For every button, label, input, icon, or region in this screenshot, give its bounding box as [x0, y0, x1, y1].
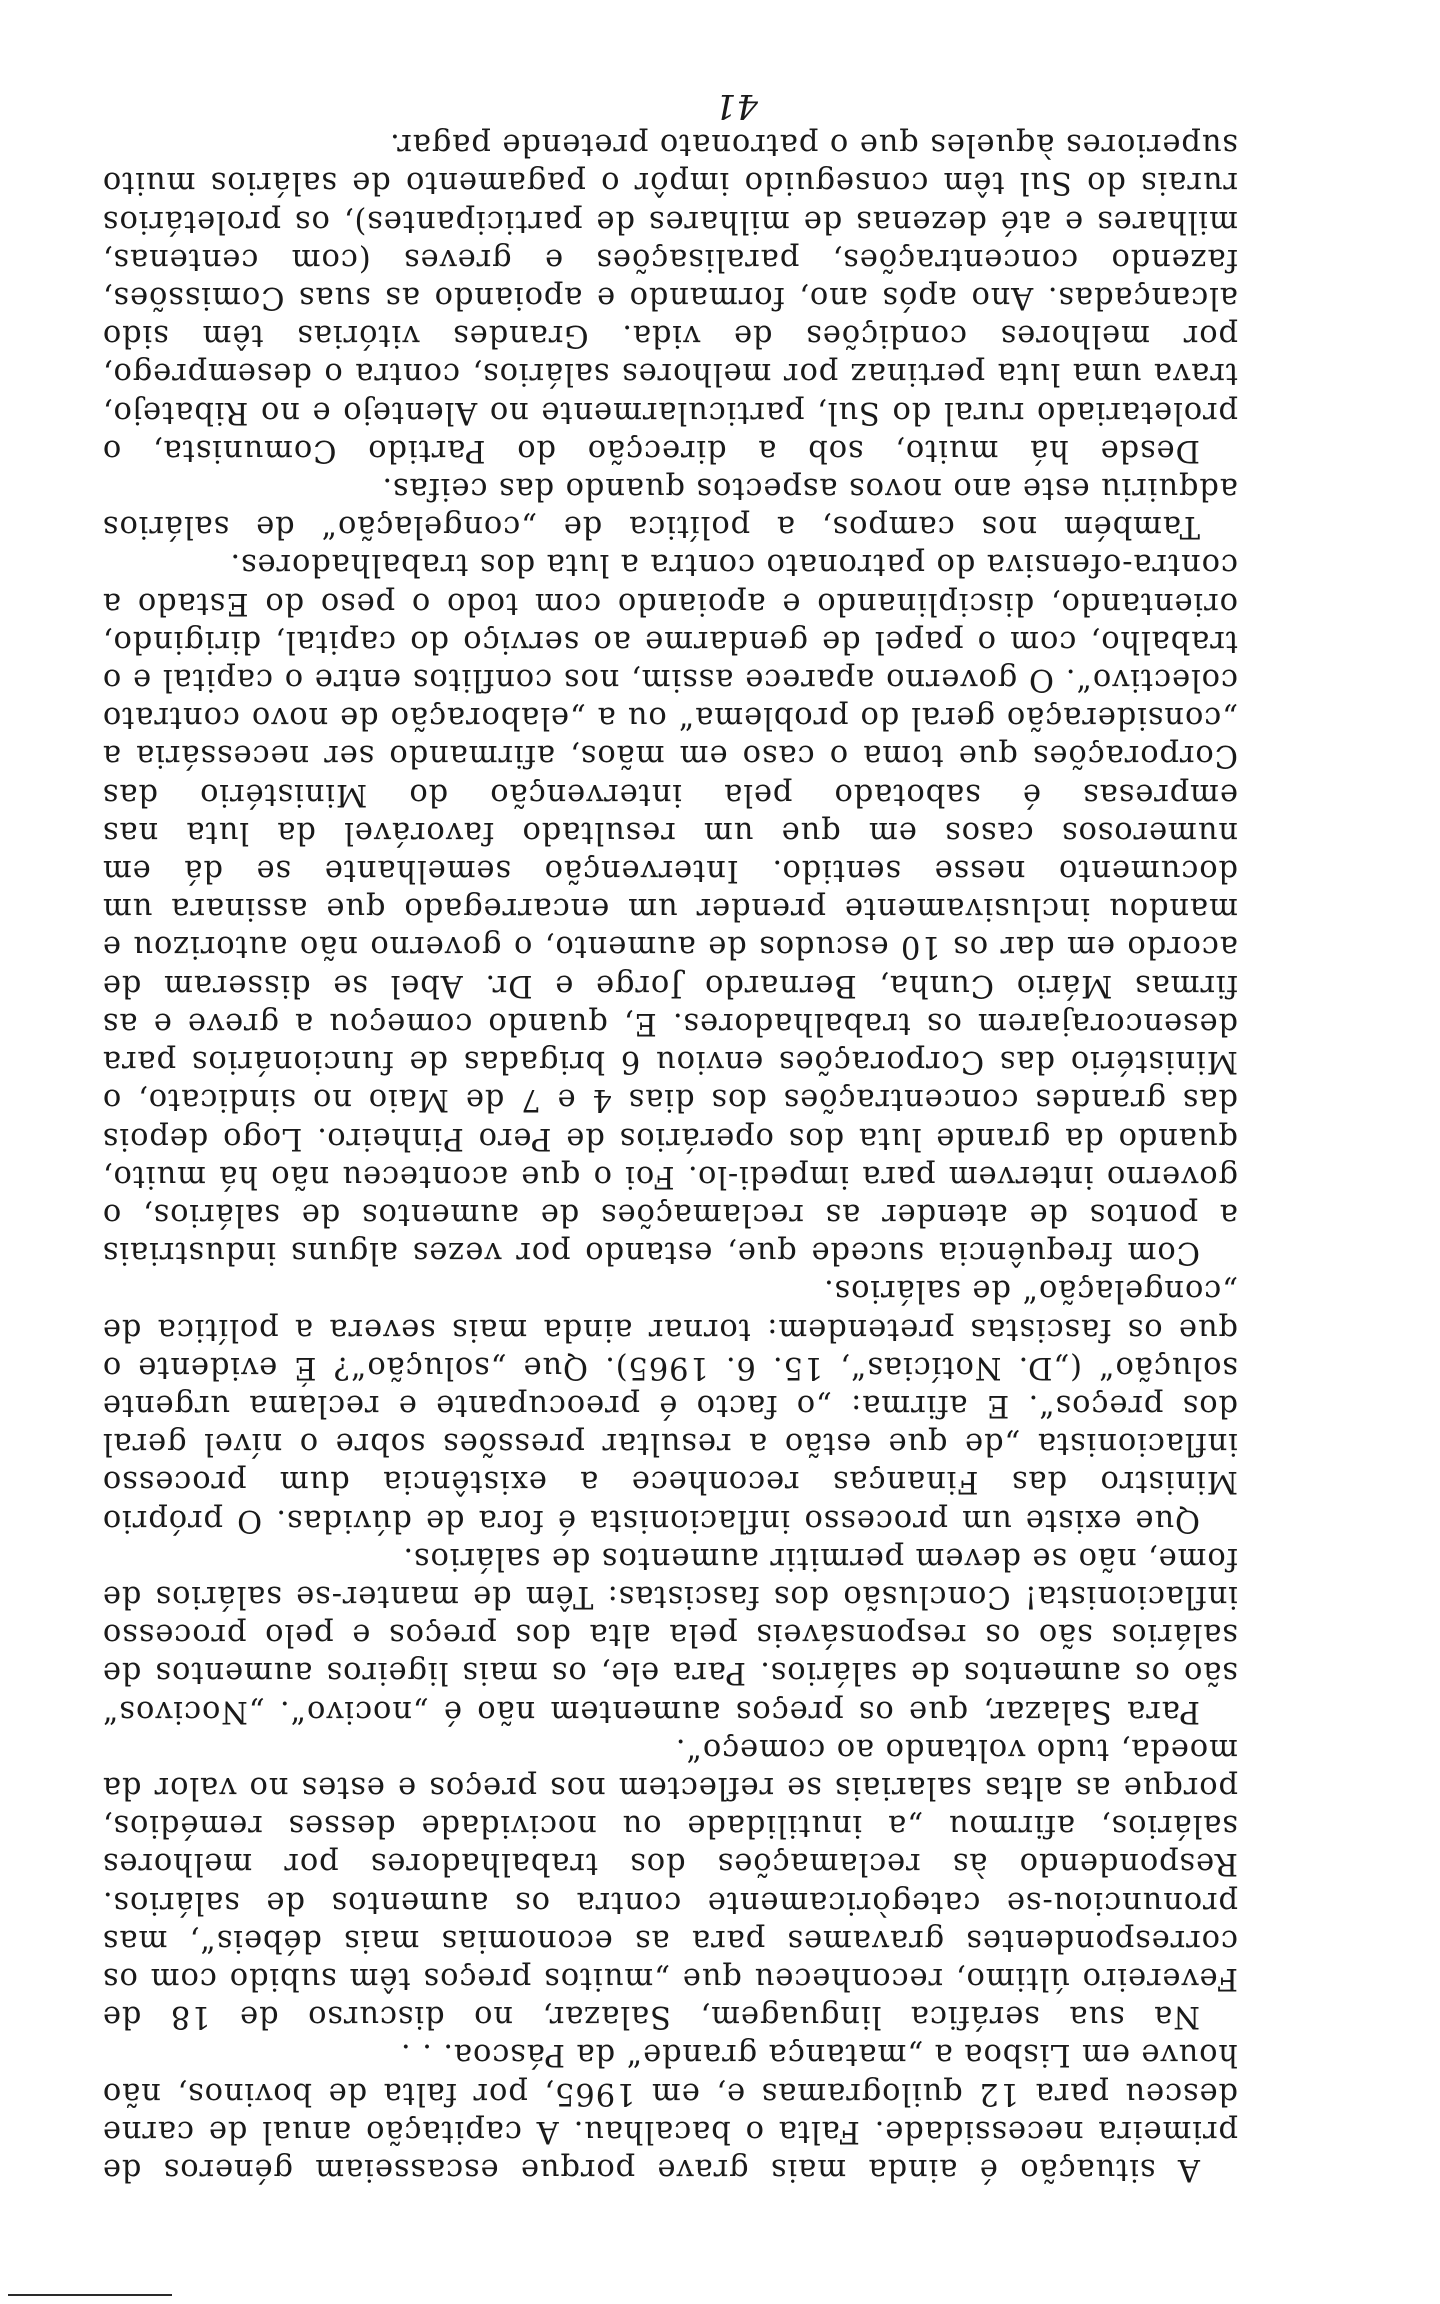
paragraph: Com frequência sucede que, estando por vezes alguns industriais a pontos de atender as reclamações de aumentos de salários, o governo intervem para impedi-lo. Foi o que aconteceu não há muito, quando da grande luta dos operários de Pero Pinheiro. Logo depois das grandes concentrações dos dias 4 e 7 de Maio no sindicato, o Ministério das Corporações enviou 6 brigadas de funcionários para desencorajarem os trabalhadores. E, quando começou a greve e as firmas Mário Cunha, Bernardo Jorge e Dr. Abel se disseram de acordo em dar os 10 escudos de aumento, o governo não autorizou e mandou inclusivamente prender um encarregado que assinara um documento nesse sentido. Intervenção semelhante se dá em numerosos casos em que um resultado favorável da luta nas empresas é sabotado pela intervenção do Ministério das Corporações que toma o caso em mãos, afirmando ser necessária a „consideração geral do problema“ ou a „elaboração de novo contrato colectivo“. O governo aparece assim, nos conflitos entre o capital e o trabalho, com o papel de gendarme ao serviço do capital, dirigindo, orientando, disciplinando e apoiando com todo o peso do Estado a contra-ofensiva do patronato contra a luta dos trabalhadores. [102, 547, 1238, 1271]
paragraph: Também nos campos, a política de „congelação“ de salários adquiriu este ano novos aspectos quando das ceifas. [102, 471, 1238, 545]
paragraph: Que existe um processo inflacionista é fora de dúvidas. O próprio Ministro das Finanças reconhece a existência dum processo inflacionista „de que estão a resultar pressões sobre o nível geral dos preços“. E afirma: „o facto é preocupante e reclama urgente solução“ („D. Notícias“, 15. 6. 1965). Que „solução“? É evidente o que os fascistas pretendem: tornar ainda mais severa a política de „congelação“ de salários. [102, 1273, 1238, 1538]
body-text [102, 125, 1238, 2188]
page-number: 41 [714, 86, 758, 126]
paragraph: A situação é ainda mais grave porque escasseiam géneros de primeira necessidade. Falta o bacalhau. A capitação anual de carne desceu para 12 quilogramas e, em 1965, por falta de bovinos, não houve em Lisboa a „matança grande“ da Páscoa. . . [102, 2037, 1238, 2187]
paragraph: Para Salazar, que os preços aumentem não é „nocivo“. „Nocivos“ são os aumentos de salários. Para ele, os mais ligeiros aumentos de salários são os responsáveis pela alta dos preços e pelo processo inflacionista! Conclusão dos fascistas: Têm de manter-se salários de fome, não se devem permitir aumentos de salários. [102, 1540, 1238, 1729]
paragraph: Desde há muito, sob a direcção do Partido Comunista, o proletariado rural do Sul, particularmente no Alentejo e no Ribatejo, trava uma luta pertinaz por melhores salários, contra o desemprego, por melhores condições de vida. Grandes vitórias têm sido alcançadas. Ano após ano, formando e apoiando as suas Comissões, fazendo concentrações, paralisações e greves (com centenas, milhares e até dezenas de milhares de participantes), os proletários rurais do Sul têm conseguido impôr o pagamento de salários muito superiores àqueles que o patronato pretende pagar. [102, 127, 1238, 468]
top-rule [8, 2294, 172, 2296]
paragraph: Na sua seráfica linguagem, Salazar, no discurso de 18 de Fevereiro último, reconheceu que „muitos preços têm subido com os correspondentes gravames para as economias mais débeis“, mas pronunciou-se categòricamente contra os aumentos de salários. Respondendo às reclamações dos trabalhadores por melhores salários, afirmou „a inutilidade ou nocividade desses remédios, porque as altas salariais se reflectem nos preços e estes no valor da moeda, tudo voltando ao começo“. [102, 1731, 1238, 2035]
